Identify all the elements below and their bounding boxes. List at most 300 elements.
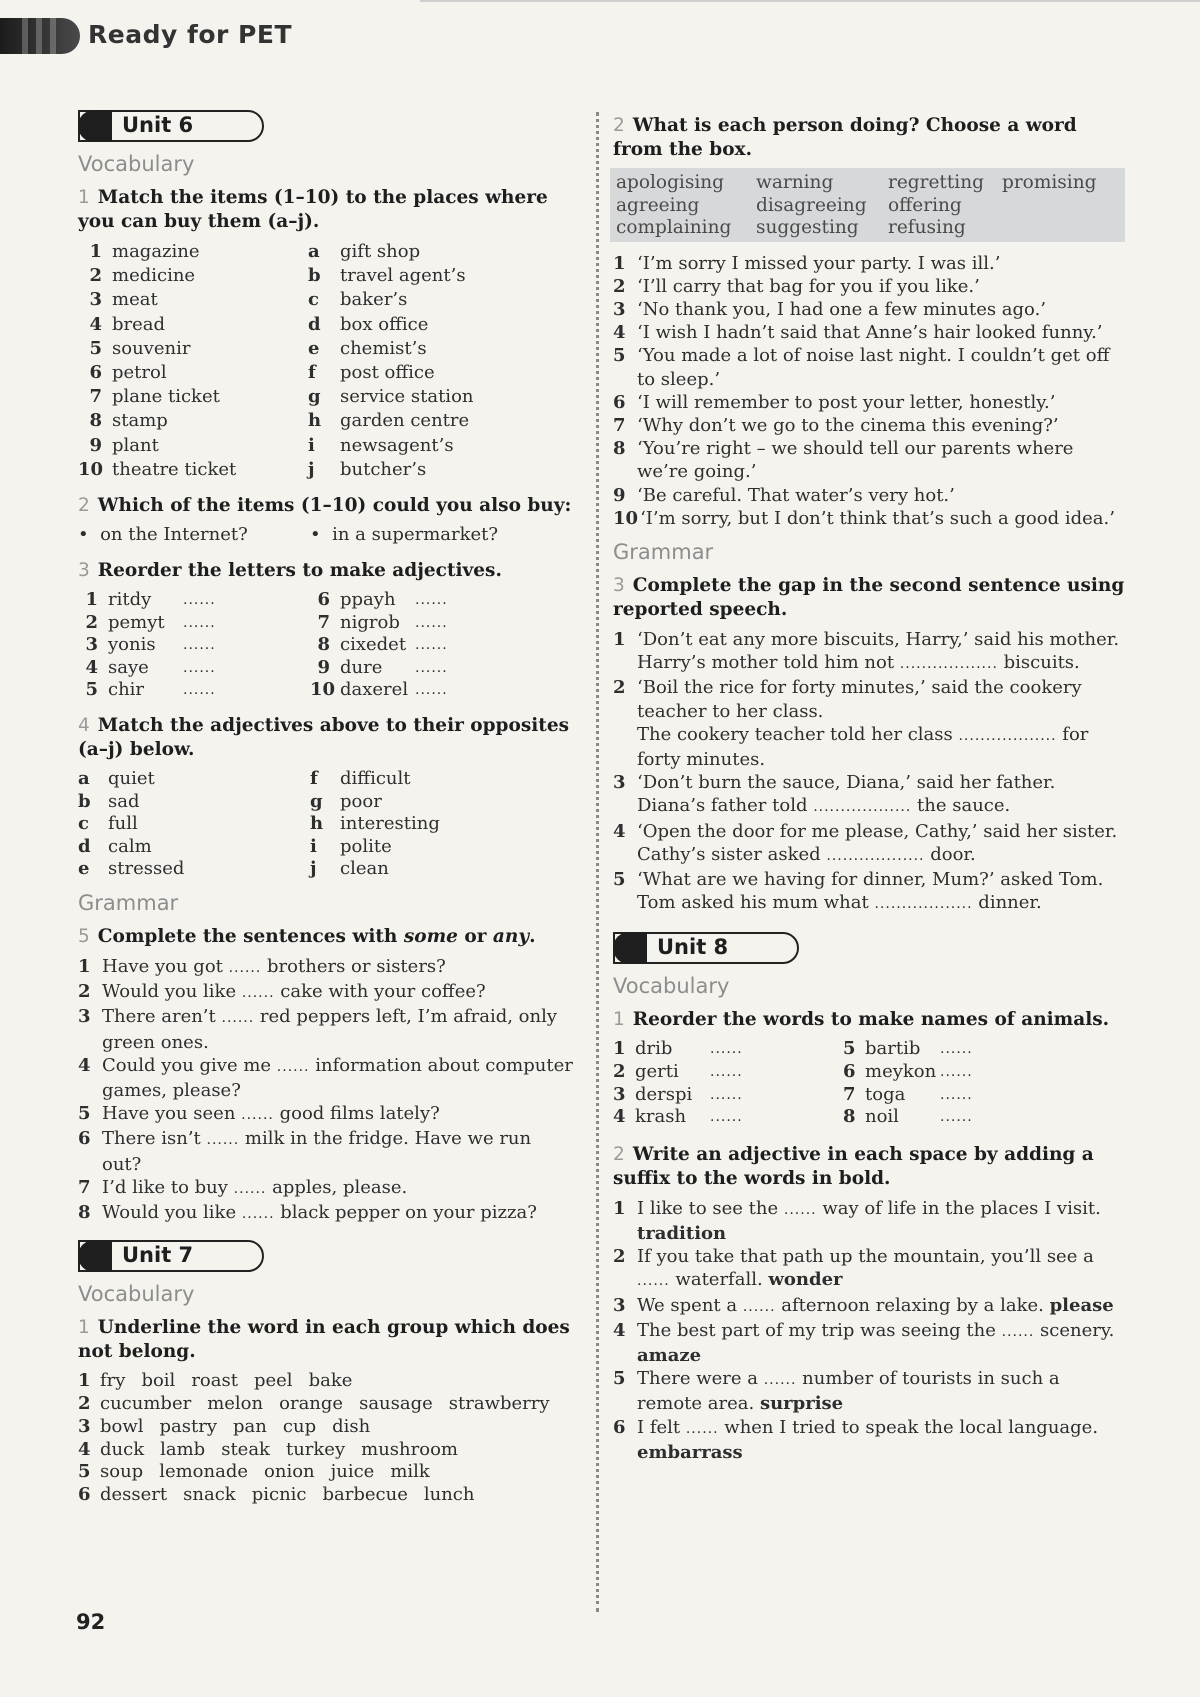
place-text: service station: [340, 386, 474, 408]
place-row: [308, 240, 558, 264]
quote-number: 5: [613, 345, 626, 367]
u8-ex1-instruction: 1 Reorder the words to make names of animals.: [613, 1009, 1110, 1031]
opposite-letter: a: [78, 768, 90, 789]
sentence-start: There isn’t: [102, 1128, 207, 1150]
reported-end: door.: [924, 843, 976, 865]
opposite-row: [78, 791, 310, 814]
suffix-text: [637, 1197, 1125, 1245]
u7-ex1-instruction: 1 Underline the word in each group which does not belong.: [78, 1317, 570, 1363]
anagram-row: [310, 612, 560, 635]
place-row: [308, 264, 558, 288]
opposite-letter: c: [78, 813, 89, 835]
anagram-number: 8: [317, 634, 330, 656]
left-column: [78, 110, 576, 1507]
u6-ex4-opposites: [78, 768, 576, 881]
group-word: sausage: [359, 1393, 433, 1414]
bold-root-word: surprise: [759, 1393, 844, 1415]
reported-line: [637, 723, 1125, 771]
anagram-word: bartib: [865, 1038, 921, 1060]
group-word: soup: [100, 1461, 144, 1483]
animal-anagram-row: [613, 1038, 843, 1061]
quote-row: [613, 391, 1125, 414]
unit-7-vocabulary-heading: Vocabulary: [78, 1282, 195, 1307]
sentence-number: 1: [78, 955, 91, 977]
opposite-row: [78, 768, 310, 791]
box-word: apologising: [616, 172, 724, 193]
opposite-letter: e: [78, 858, 90, 880]
sentence-text: [102, 955, 576, 980]
reported-end: the sauce.: [911, 795, 1011, 817]
box-word: agreeing: [616, 194, 700, 216]
word-group-row: [78, 1439, 576, 1462]
u7-ex1-groups: [78, 1370, 576, 1507]
item-text: plane ticket: [112, 386, 220, 408]
animal-anagram-row: [843, 1106, 1093, 1129]
bold-root-word: please: [1049, 1294, 1114, 1316]
opposite-letter: j: [310, 858, 317, 880]
group-word: juice: [330, 1461, 375, 1483]
bullet-item: • in a supermarket?: [310, 524, 499, 546]
sentence-start: The best part of my trip was seeing the: [637, 1319, 1002, 1341]
answer-blank: ......: [228, 959, 262, 976]
place-letter: c: [308, 289, 319, 311]
answer-blank: ......: [637, 1273, 670, 1290]
anagram-number: 7: [317, 611, 330, 633]
anagram-row: [78, 679, 310, 702]
place-text: chemist’s: [340, 337, 427, 359]
group-number: 1: [78, 1370, 91, 1392]
group-word: cucumber: [100, 1393, 192, 1414]
header-band: [0, 18, 80, 54]
answer-blank: ......: [415, 614, 448, 631]
opposite-word: clean: [340, 858, 389, 880]
bold-root-word: wonder: [768, 1269, 843, 1291]
quote-row: [613, 437, 1125, 483]
opposite-row: [78, 813, 310, 836]
reported-end: dinner.: [972, 892, 1042, 914]
box-word: warning: [756, 172, 834, 193]
anagram-row: [310, 589, 560, 612]
answer-blank: ......: [710, 1086, 743, 1103]
quote-number: 2: [613, 275, 626, 297]
answer-blank: ......: [940, 1063, 973, 1080]
word-group-row: [78, 1484, 576, 1507]
group-number: 4: [78, 1438, 91, 1460]
item-row: [78, 385, 308, 409]
suffix-row: [613, 1245, 1125, 1293]
quote-number: 9: [613, 484, 626, 506]
unit-6-label: Unit 6: [122, 113, 194, 137]
item-row: [78, 240, 308, 264]
sentence-start: I like to see the: [637, 1197, 784, 1219]
answer-blank: ......: [206, 1132, 240, 1149]
box-word: promising: [1002, 172, 1097, 193]
answer-blank: ......: [241, 1107, 274, 1124]
anagram-row: [78, 612, 310, 635]
anagram-row: [310, 634, 560, 657]
sentence-number: 8: [78, 1202, 91, 1223]
anagram-word: daxerel: [340, 679, 409, 701]
sentence-row: [78, 1127, 576, 1175]
item-number: 1: [89, 241, 102, 262]
opposite-word: poor: [340, 790, 382, 812]
place-text: garden centre: [340, 410, 470, 432]
group-word: strawberry: [448, 1393, 550, 1414]
word-group-row: [78, 1370, 576, 1393]
group-word: dish: [332, 1415, 371, 1437]
opposite-letter: g: [310, 790, 323, 812]
group-word: peel: [253, 1370, 293, 1392]
answer-blank: ......: [783, 1201, 817, 1218]
animal-anagram-row: [613, 1106, 843, 1129]
quote-number: 4: [613, 322, 626, 344]
opposite-word: quiet: [108, 768, 155, 789]
reported-number: 4: [613, 820, 626, 842]
u7-ex2-quotes: [613, 252, 1125, 530]
place-row: [308, 288, 558, 312]
sentence-text: [102, 1127, 576, 1175]
group-word: bake: [308, 1370, 353, 1392]
group-word: barbecue: [322, 1484, 408, 1506]
reported-line: [637, 794, 1125, 819]
sentence-end: good films lately?: [273, 1103, 440, 1125]
quote-text: ‘I wish I hadn’t said that Anne’s hair looked funny.’: [637, 322, 1103, 344]
anagram-word: gerti: [635, 1060, 679, 1082]
answer-blank: ......: [940, 1041, 973, 1058]
reported-text: [637, 868, 1125, 916]
sentence-row: [78, 1102, 576, 1127]
answer-blank: ......: [685, 1420, 719, 1437]
group-word: steak: [221, 1438, 270, 1460]
bullet-item: • on the Internet?: [78, 524, 248, 546]
u6-ex5-instruction: 5 Complete the sentences with some or any.: [78, 925, 536, 947]
u8-ex1-anagrams: [613, 1038, 1125, 1128]
suffix-number: 5: [613, 1368, 626, 1390]
anagram-number: 1: [613, 1038, 626, 1060]
answer-blank: ......: [415, 637, 448, 654]
anagram-number: 9: [317, 656, 330, 678]
group-word: boil: [141, 1370, 176, 1392]
item-number: 2: [89, 265, 102, 287]
anagram-number: 4: [613, 1106, 626, 1128]
item-text: meat: [112, 289, 158, 311]
sentence-end: waterfall.: [669, 1269, 769, 1291]
group-word: lemonade: [159, 1461, 249, 1483]
opposite-row: [310, 813, 560, 836]
group-word: lamb: [160, 1438, 206, 1460]
anagram-number: 5: [85, 679, 98, 701]
sentence-text: [102, 1054, 576, 1102]
unit-7-label: Unit 7: [122, 1243, 194, 1268]
suffix-row: [613, 1294, 1125, 1319]
item-number: 3: [89, 289, 102, 311]
direct-speech: ‘Open the door for me please, Cathy,’ said her sister.: [637, 820, 1118, 842]
group-word: lunch: [423, 1484, 475, 1506]
right-column: [613, 114, 1125, 1464]
quote-row: [613, 484, 1125, 507]
top-rule: [420, 0, 1200, 2]
bold-root-word: tradition: [637, 1222, 727, 1244]
item-text: theatre ticket: [112, 458, 237, 480]
place-letter: a: [308, 241, 320, 262]
place-row: [308, 409, 558, 433]
group-word: duck: [100, 1438, 145, 1460]
box-word: suggesting: [756, 217, 859, 238]
unit-6-grammar-heading: Grammar: [78, 890, 179, 915]
sentence-number: 6: [78, 1128, 91, 1150]
bold-root-word: amaze: [637, 1344, 702, 1366]
u6-ex1-instruction: 1 Match the items (1–10) to the places where you can buy them (a–j).: [78, 187, 548, 232]
sentence-start: If you take that path up the mountain, you’ll see a: [637, 1246, 1094, 1268]
sentence-end: way of life in the places I visit.: [816, 1197, 1101, 1219]
anagram-word: dure: [340, 656, 383, 678]
animal-anagram-row: [843, 1084, 1093, 1107]
anagram-number: 1: [85, 589, 98, 611]
u6-ex4-instruction: 4 Match the adjectives above to their opposites (a–j) below.: [78, 715, 570, 760]
place-text: travel agent’s: [340, 265, 466, 287]
anagram-row: [78, 657, 310, 680]
reported-line: [637, 843, 1125, 868]
unit-8-tab: [613, 932, 799, 964]
anagram-number: 3: [85, 634, 98, 656]
item-number: 7: [89, 386, 102, 408]
answer-blank: ..................: [813, 799, 912, 816]
item-row: [78, 409, 308, 433]
group-word: fry: [100, 1370, 126, 1392]
group-word: orange: [279, 1393, 344, 1414]
sentence-end: brothers or sisters?: [261, 955, 446, 977]
place-letter: i: [308, 434, 315, 456]
place-text: butcher’s: [340, 458, 427, 480]
anagram-row: [78, 589, 310, 612]
sentence-start: Would you like: [102, 981, 242, 1003]
u7-ex3-reported-speech: [613, 628, 1125, 916]
sentence-end: number of tourists in such a remote area.: [637, 1368, 1060, 1415]
direct-speech: ‘What are we having for dinner, Mum?’ asked Tom.: [637, 868, 1104, 890]
answer-blank: ......: [183, 682, 216, 699]
place-row: [308, 458, 558, 482]
reported-text: [637, 628, 1125, 676]
opposite-row: [310, 791, 560, 814]
animal-anagram-row: [613, 1061, 843, 1084]
answer-blank: ..................: [958, 727, 1057, 744]
suffix-row: [613, 1197, 1125, 1245]
reported-item: [613, 771, 1125, 819]
item-text: magazine: [112, 241, 200, 262]
place-row: [308, 385, 558, 409]
answer-blank: ......: [221, 1010, 255, 1027]
answer-blank: ......: [763, 1372, 797, 1389]
group-word: mushroom: [361, 1438, 458, 1460]
group-word: onion: [264, 1461, 315, 1483]
sentence-end: red peppers left, I’m afraid, only green ones.: [102, 1006, 558, 1053]
reported-start: Tom asked his mum what: [637, 892, 875, 914]
opposite-row: [310, 836, 560, 859]
place-letter: f: [308, 362, 316, 384]
reported-text: [637, 820, 1125, 868]
anagram-word: noil: [865, 1106, 899, 1128]
u6-ex3-anagrams: [78, 589, 576, 702]
unit-7-tab: [78, 1240, 264, 1272]
sentence-start: We spent a: [637, 1294, 743, 1316]
sentence-row: [78, 1201, 576, 1226]
sentence-row: [78, 1054, 576, 1102]
animal-anagram-row: [843, 1061, 1093, 1084]
item-number: 9: [89, 434, 102, 456]
group-number: 5: [78, 1461, 91, 1483]
word-group-row: [78, 1461, 576, 1484]
item-text: stamp: [112, 410, 168, 432]
anagram-word: nigrob: [340, 611, 400, 633]
reported-end: biscuits.: [997, 652, 1080, 674]
opposite-letter: b: [78, 790, 91, 812]
suffix-row: [613, 1367, 1125, 1415]
anagram-word: toga: [865, 1083, 906, 1105]
sentence-text: [102, 1201, 576, 1226]
opposite-letter: h: [310, 813, 324, 835]
page-header-title: Ready for PET: [88, 20, 293, 49]
anagram-word: drib: [635, 1038, 673, 1060]
anagram-word: pemyt: [108, 611, 165, 633]
answer-blank: ......: [183, 614, 216, 631]
suffix-number: 6: [613, 1416, 626, 1438]
anagram-number: 10: [310, 679, 336, 701]
group-word: melon: [207, 1393, 264, 1414]
u8-ex2-instruction: 2 Write an adjective in each space by adding a suffix to the words in bold.: [613, 1143, 1094, 1189]
anagram-word: derspi: [635, 1083, 693, 1105]
answer-blank: ......: [183, 659, 216, 676]
group-word: pan: [233, 1415, 267, 1437]
sentence-end: when I tried to speak the local language.: [718, 1416, 1099, 1438]
suffix-text: [637, 1367, 1125, 1415]
anagram-number: 2: [613, 1060, 626, 1082]
unit-6-vocabulary-heading: Vocabulary: [78, 152, 195, 176]
group-word: snack: [183, 1484, 236, 1506]
anagram-row: [310, 679, 560, 702]
opposite-word: calm: [108, 835, 152, 857]
answer-blank: ......: [276, 1058, 310, 1075]
anagram-number: 7: [843, 1083, 856, 1105]
reported-start: Harry’s mother told him not: [637, 652, 900, 674]
place-letter: b: [308, 265, 321, 287]
item-number: 6: [89, 362, 102, 384]
anagram-word: krash: [635, 1106, 687, 1128]
item-row: [78, 361, 308, 385]
reported-item: [613, 628, 1125, 676]
box-word: disagreeing: [756, 194, 867, 216]
suffix-text: [637, 1245, 1125, 1293]
sentence-start: Could you give me: [102, 1054, 277, 1076]
anagram-word: meykon: [865, 1060, 937, 1082]
sentence-end: afternoon relaxing by a lake.: [775, 1294, 1050, 1316]
u6-ex2-instruction: 2 Which of the items (1–10) could you also buy:: [78, 495, 572, 517]
item-number: 5: [89, 337, 102, 359]
quote-text: ‘Be careful. That water’s very hot.’: [637, 484, 955, 506]
quote-text: ‘Why don’t we go to the cinema this evening?’: [637, 414, 1059, 436]
place-text: box office: [340, 313, 429, 335]
sentence-number: 3: [78, 1006, 91, 1028]
sentence-end: black pepper on your pizza?: [274, 1202, 537, 1223]
suffix-text: [637, 1416, 1125, 1464]
sentence-end: information about computer games, please?: [102, 1054, 573, 1101]
quote-row: [613, 344, 1125, 390]
opposite-word: polite: [340, 835, 392, 857]
anagram-number: 8: [843, 1106, 856, 1128]
anagram-word: ppayh: [340, 589, 396, 611]
reported-text: [637, 676, 1125, 771]
opposite-word: difficult: [340, 768, 411, 789]
suffix-number: 4: [613, 1319, 626, 1341]
opposite-row: [78, 858, 310, 881]
unit-7-grammar-heading: Grammar: [613, 539, 714, 564]
suffix-number: 1: [613, 1197, 626, 1219]
place-text: baker’s: [340, 289, 408, 311]
suffix-text: [637, 1294, 1125, 1319]
place-letter: j: [308, 458, 315, 480]
group-word: roast: [191, 1370, 238, 1392]
unit-6-tab: [78, 110, 264, 142]
sentence-row: [78, 1005, 576, 1053]
anagram-word: chir: [108, 679, 145, 701]
quote-number: 6: [613, 391, 626, 413]
item-number: 10: [78, 458, 104, 480]
place-letter: d: [308, 313, 321, 335]
sentence-number: 2: [78, 981, 91, 1003]
sentence-row: [78, 955, 576, 980]
item-row: [78, 337, 308, 361]
place-letter: e: [308, 337, 320, 359]
group-number: 6: [78, 1484, 91, 1506]
answer-blank: ......: [415, 592, 448, 609]
place-row: [308, 313, 558, 337]
anagram-word: ritdy: [108, 589, 152, 611]
sentence-text: [102, 980, 576, 1005]
animal-anagram-row: [613, 1084, 843, 1107]
direct-speech: ‘Boil the rice for forty minutes,’ said the cookery teacher to her class.: [637, 677, 1082, 722]
answer-blank: ......: [710, 1041, 743, 1058]
sentence-row: [78, 1176, 576, 1201]
reported-start: Cathy’s sister asked: [637, 843, 827, 865]
place-row: [308, 337, 558, 361]
place-text: gift shop: [340, 241, 421, 262]
group-word: cup: [282, 1415, 317, 1437]
answer-blank: ......: [742, 1298, 776, 1315]
answer-blank: ......: [710, 1063, 743, 1080]
anagram-number: 5: [843, 1038, 856, 1060]
anagram-number: 6: [843, 1060, 856, 1082]
answer-blank: ..................: [874, 896, 973, 913]
reported-number: 1: [613, 628, 626, 650]
answer-blank: ......: [1001, 1323, 1035, 1340]
u6-ex2-bullets: [78, 524, 576, 545]
item-text: petrol: [112, 362, 167, 384]
anagram-number: 4: [85, 656, 98, 678]
item-text: medicine: [112, 265, 196, 287]
quote-number: 8: [613, 438, 626, 460]
sentence-text: [102, 1005, 576, 1053]
place-row: [308, 434, 558, 458]
bold-root-word: embarrass: [637, 1441, 743, 1463]
opposite-row: [78, 836, 310, 859]
anagram-word: saye: [108, 656, 149, 678]
opposite-letter: i: [310, 835, 317, 857]
reported-end: for forty minutes.: [637, 723, 1089, 770]
sentence-start: Would you like: [102, 1202, 242, 1223]
quote-row: [613, 298, 1125, 321]
sentence-start: I’d like to buy: [102, 1176, 234, 1198]
item-text: bread: [112, 313, 166, 335]
group-word: bowl: [100, 1415, 144, 1437]
